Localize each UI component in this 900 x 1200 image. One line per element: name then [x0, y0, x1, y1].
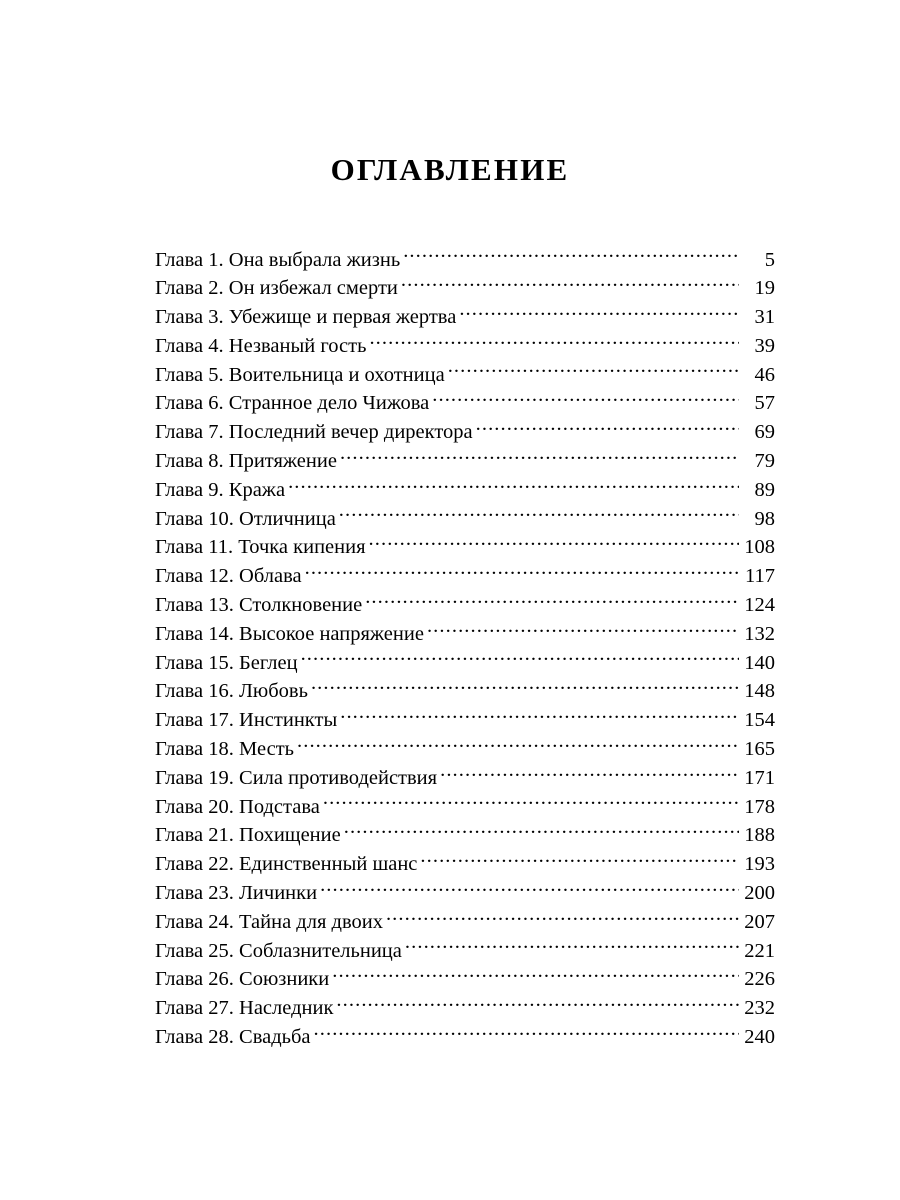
toc-leader-dots — [476, 418, 739, 439]
toc-entry-label: Глава 10. Отличница — [155, 507, 336, 530]
list-item[interactable] — [155, 821, 775, 850]
toc-entry-page: 19 — [754, 277, 775, 300]
toc-leader-dots — [448, 360, 739, 381]
toc-leader-dots — [305, 562, 739, 583]
toc-entry-label: Глава 16. Любовь — [155, 680, 308, 703]
list-item[interactable] — [155, 735, 775, 764]
list-item[interactable] — [155, 619, 775, 648]
toc-entry-page: 226 — [744, 968, 775, 991]
toc-entry-page: 154 — [744, 709, 775, 732]
toc-entry-page: 46 — [754, 363, 775, 386]
list-item[interactable] — [155, 792, 775, 821]
toc-entry-label: Глава 17. Инстинкты — [155, 709, 338, 732]
toc-entry-page: 240 — [744, 1026, 775, 1049]
toc-entry-label: Глава 25. Соблазнительница — [155, 939, 402, 962]
toc-entry-page: 31 — [754, 306, 775, 329]
toc-leader-dots — [323, 792, 739, 813]
toc-leader-dots — [405, 936, 739, 957]
toc-entry-label: Глава 9. Кража — [155, 478, 286, 501]
list-item[interactable] — [155, 994, 775, 1023]
toc-entry-label: Глава 11. Точка кипения — [155, 536, 366, 559]
toc-entry-page: 57 — [754, 392, 775, 415]
list-item[interactable] — [155, 331, 775, 360]
toc-leader-dots — [311, 677, 739, 698]
toc-entry-page: 193 — [744, 853, 775, 876]
toc-leader-dots — [386, 907, 739, 928]
toc-entry-label: Глава 21. Похищение — [155, 824, 341, 847]
toc-entry-label: Глава 15. Беглец — [155, 651, 298, 674]
toc-leader-dots — [314, 1023, 739, 1044]
toc-leader-dots — [288, 475, 739, 496]
list-item[interactable] — [155, 1023, 775, 1052]
toc-entry-page: 148 — [744, 680, 775, 703]
toc-entry-page: 117 — [745, 565, 775, 588]
toc-entry-label: Глава 26. Союзники — [155, 968, 330, 991]
list-item[interactable] — [155, 533, 775, 562]
list-item[interactable] — [155, 303, 775, 332]
toc-leader-dots — [420, 850, 739, 871]
toc-leader-dots — [340, 447, 739, 468]
toc-entry-label: Глава 23. Личинки — [155, 882, 318, 905]
toc-leader-dots — [339, 504, 739, 525]
toc-entry-label: Глава 24. Тайна для двоих — [155, 910, 383, 933]
toc-leader-dots — [297, 735, 739, 756]
toc-entry-label: Глава 13. Столкновение — [155, 594, 363, 617]
toc-entry-label: Глава 8. Притяжение — [155, 450, 337, 473]
toc-leader-dots — [336, 994, 739, 1015]
list-item[interactable] — [155, 907, 775, 936]
toc-entry-label: Глава 1. Она выбрала жизнь — [155, 248, 401, 271]
toc-entry-label: Глава 28. Свадьба — [155, 1026, 311, 1049]
list-item[interactable] — [155, 274, 775, 303]
toc-entry-label: Глава 7. Последний вечер директора — [155, 421, 473, 444]
toc-leader-dots — [403, 245, 739, 266]
toc-leader-dots — [369, 331, 739, 352]
list-item[interactable] — [155, 245, 775, 274]
list-item[interactable] — [155, 965, 775, 994]
toc-entry-page: 178 — [744, 795, 775, 818]
toc-leader-dots — [320, 879, 739, 900]
toc-entry-label: Глава 20. Подстава — [155, 795, 320, 818]
toc-leader-dots — [340, 706, 739, 727]
list-item[interactable] — [155, 360, 775, 389]
list-item[interactable] — [155, 879, 775, 908]
page-title: ОГЛАВЛЕНИЕ — [330, 152, 570, 187]
toc-entry-label: Глава 14. Высокое напряжение — [155, 622, 424, 645]
list-item[interactable] — [155, 562, 775, 591]
toc-leader-dots — [369, 533, 739, 554]
toc-entry-label: Глава 12. Облава — [155, 565, 302, 588]
list-item[interactable] — [155, 936, 775, 965]
toc-entry-label: Глава 2. Он избежал смерти — [155, 277, 398, 300]
list-item[interactable] — [155, 389, 775, 418]
list-item[interactable] — [155, 447, 775, 476]
toc-entry-page: 79 — [754, 450, 775, 473]
toc-entry-page: 232 — [744, 997, 775, 1020]
toc-entry-label: Глава 27. Наследник — [155, 997, 334, 1020]
toc-leader-dots — [440, 763, 739, 784]
toc-leader-dots — [459, 303, 739, 324]
toc-leader-dots — [365, 591, 739, 612]
toc-entry-label: Глава 19. Сила противодействия — [155, 766, 438, 789]
toc-entry-label: Глава 3. Убежище и первая жертва — [155, 306, 457, 329]
toc-entry-page: 89 — [754, 478, 775, 501]
toc-entry-label: Глава 4. Незваный гость — [155, 334, 367, 357]
list-item[interactable] — [155, 475, 775, 504]
toc-entry-page: 39 — [754, 334, 775, 357]
toc-leader-dots — [332, 965, 739, 986]
toc-entry-label: Глава 6. Странное дело Чижова — [155, 392, 430, 415]
toc-entry-page: 165 — [744, 738, 775, 761]
list-item[interactable] — [155, 677, 775, 706]
toc-leader-dots — [427, 619, 739, 640]
toc-entry-page: 207 — [744, 910, 775, 933]
toc-entry-page: 132 — [744, 622, 775, 645]
toc-leader-dots — [432, 389, 739, 410]
toc-entry-page: 200 — [744, 882, 775, 905]
list-item[interactable] — [155, 763, 775, 792]
toc-entry-page: 5 — [764, 248, 775, 271]
toc-entry-page: 98 — [754, 507, 775, 530]
list-item[interactable] — [155, 591, 775, 620]
toc-entry-label: Глава 18. Месть — [155, 738, 294, 761]
toc-entry-page: 171 — [744, 766, 775, 789]
toc-entry-page: 140 — [744, 651, 775, 674]
list-item[interactable] — [155, 706, 775, 735]
list-item[interactable] — [155, 504, 775, 533]
table-of-contents — [155, 245, 775, 1051]
toc-leader-dots — [301, 648, 739, 669]
toc-entry-page: 124 — [744, 594, 775, 617]
toc-entry-page: 221 — [744, 939, 775, 962]
list-item[interactable] — [155, 648, 775, 677]
list-item[interactable] — [155, 850, 775, 879]
toc-entry-label: Глава 5. Воительница и охотница — [155, 363, 445, 386]
toc-entry-page: 108 — [744, 536, 775, 559]
toc-entry-page: 69 — [754, 421, 775, 444]
list-item[interactable] — [155, 418, 775, 447]
toc-leader-dots — [344, 821, 739, 842]
toc-entry-label: Глава 22. Единственный шанс — [155, 853, 418, 876]
toc-entry-page: 188 — [744, 824, 775, 847]
toc-leader-dots — [401, 274, 739, 295]
